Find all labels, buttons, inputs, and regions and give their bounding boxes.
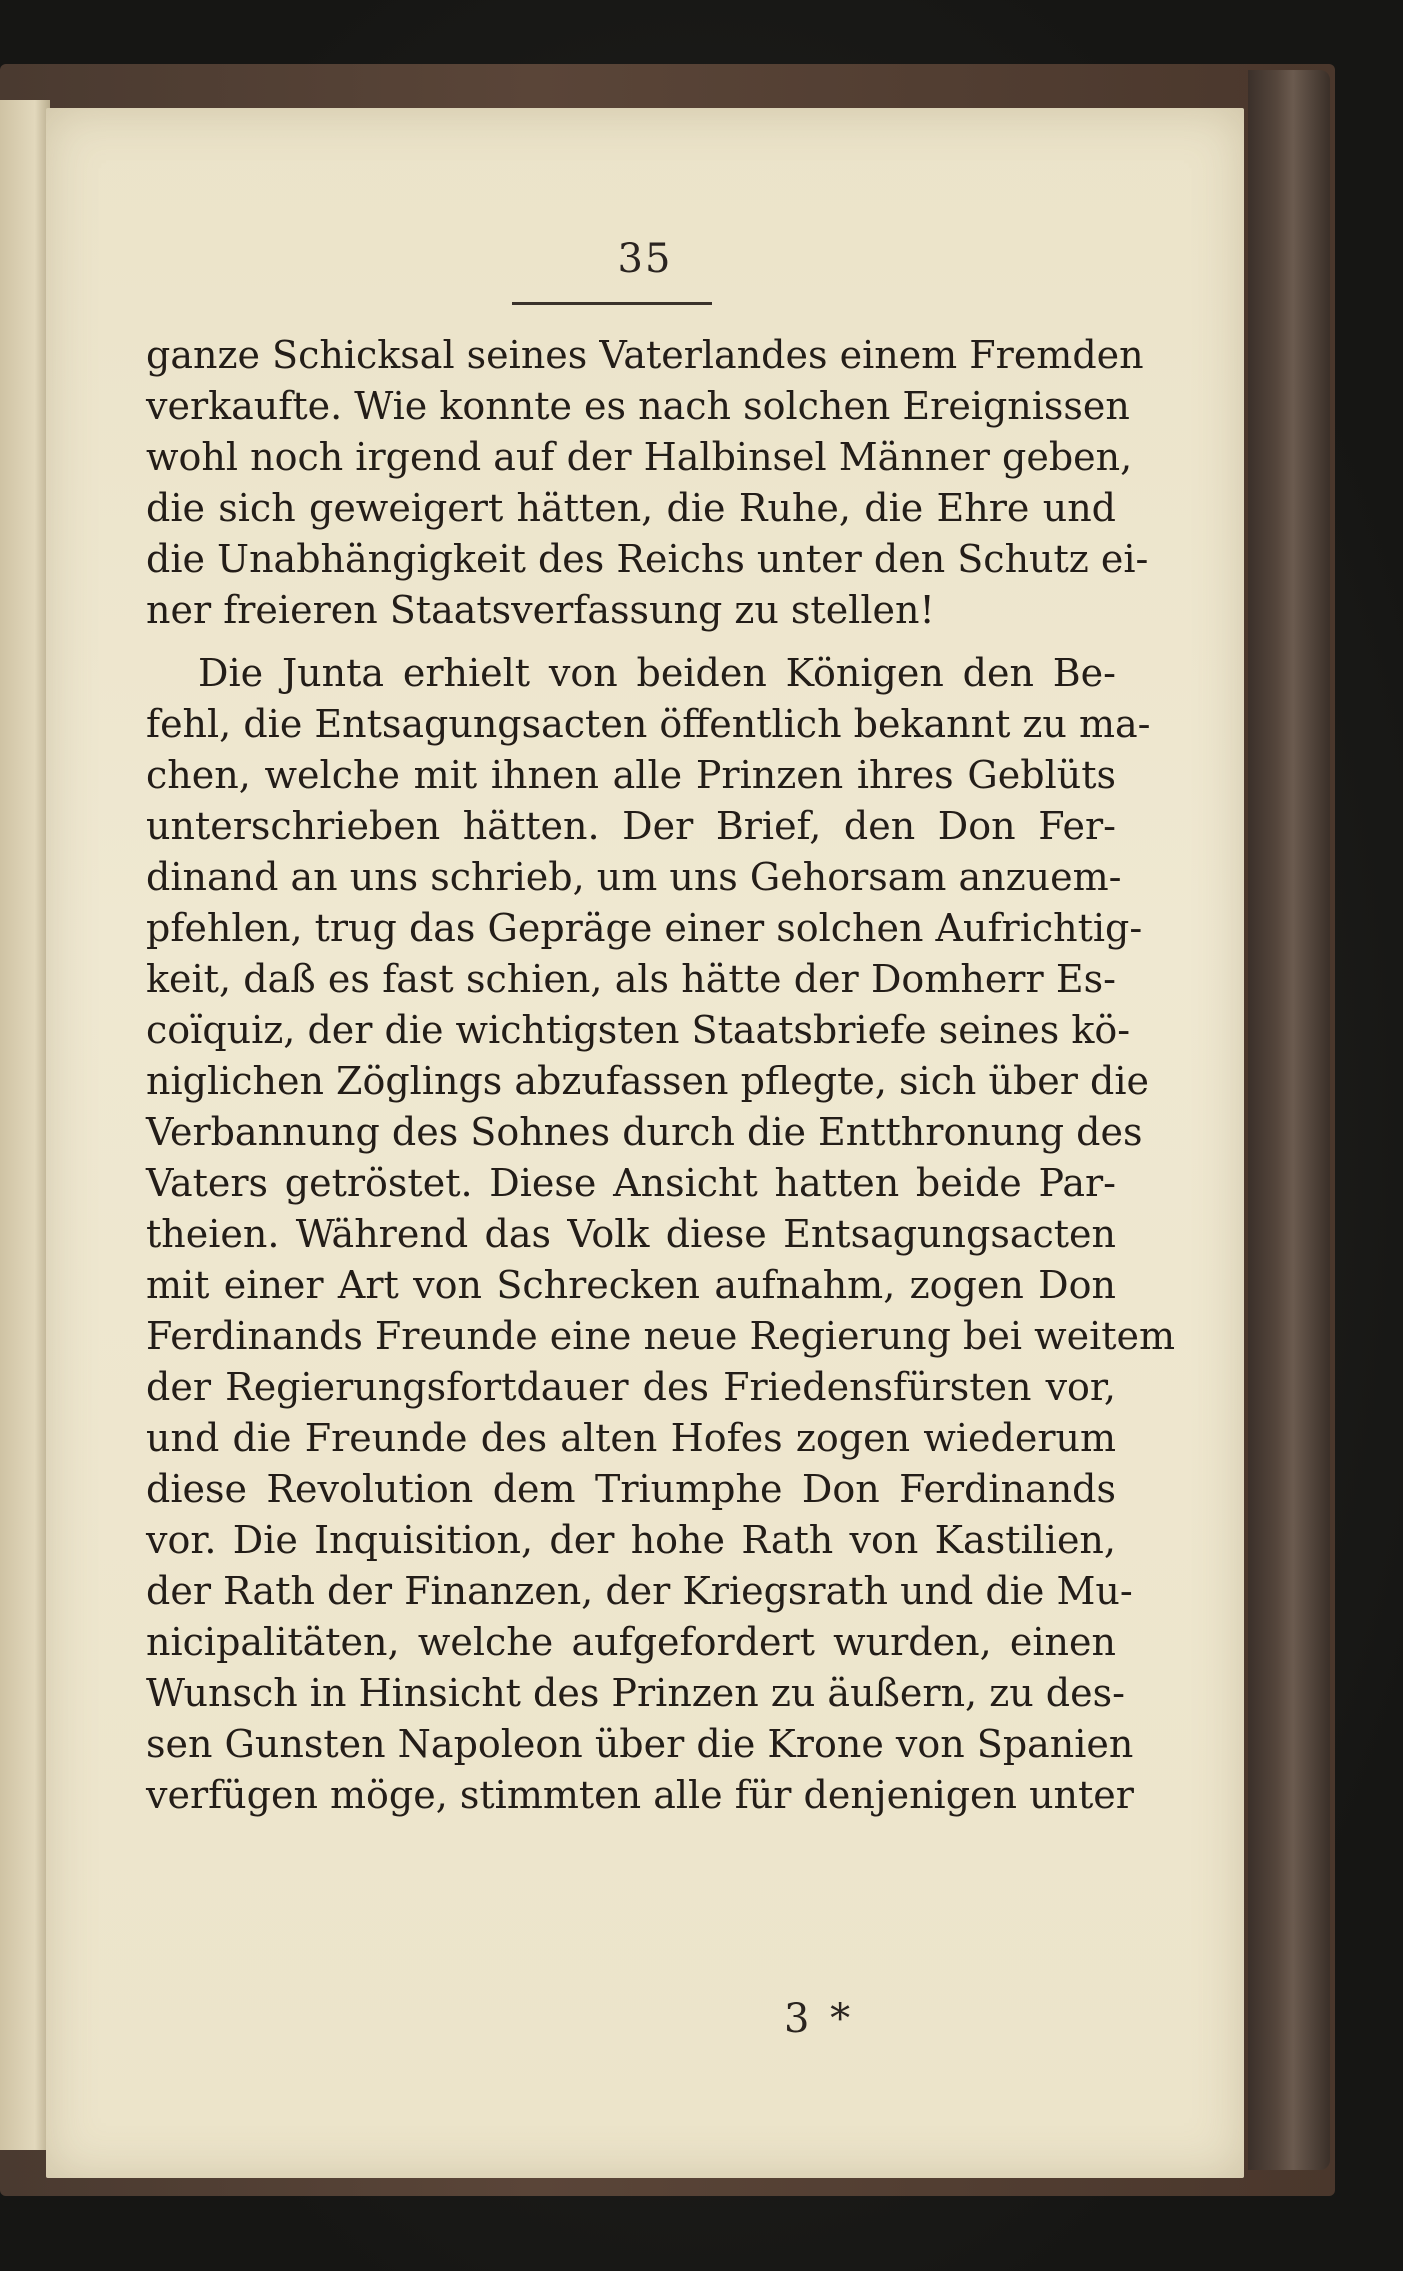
text-line: pfehlen, trug das Gepräge einer solchen Aufrichtig- — [146, 906, 1143, 950]
text-line: unterschrieben hätten. Der Brief, den Don Fer- — [146, 804, 1116, 848]
header-rule — [512, 302, 712, 305]
text-line: fehl, die Entsagungsacten öffentlich bekannt zu ma- — [146, 702, 1151, 746]
text-line: chen, welche mit ihnen alle Prinzen ihres Geblüts — [146, 753, 1116, 797]
text-line: Die Junta erhielt von beiden Königen den Be- — [198, 651, 1116, 695]
text-line: verkaufte. Wie konnte es nach solchen Ereignissen — [146, 384, 1130, 428]
text-line: coïquiz, der die wichtigsten Staatsbriefe seines kö- — [146, 1008, 1131, 1052]
text-line: und die Freunde des alten Hofes zogen wiederum — [146, 1416, 1116, 1460]
book-page — [46, 108, 1244, 2178]
text-line: die Unabhängigkeit des Reichs unter den Schutz ei- — [146, 537, 1149, 581]
text-line: ner freieren Staatsverfassung zu stellen! — [146, 588, 935, 632]
page-number: 35 — [617, 236, 673, 282]
facing-page-edge — [0, 100, 50, 2150]
text-line: keit, daß es fast schien, als hätte der Domherr Es- — [146, 957, 1116, 1001]
text-line: ganze Schicksal seines Vaterlandes einem Fremden — [146, 333, 1144, 377]
text-line: sen Gunsten Napoleon über die Krone von Spanien — [146, 1722, 1134, 1766]
text-line: verfügen möge, stimmten alle für denjenigen unter — [146, 1773, 1134, 1817]
text-line: Wunsch in Hinsicht des Prinzen zu äußern, zu des- — [146, 1671, 1125, 1715]
text-line: niglichen Zöglings abzufassen pflegte, sich über die — [146, 1059, 1149, 1103]
paragraph-gap — [146, 636, 1116, 648]
paragraph-1 — [146, 330, 1149, 636]
body-text — [146, 330, 1176, 1821]
book-spine — [1248, 70, 1330, 2170]
text-line: vor. Die Inquisition, der hohe Rath von Kastilien, — [146, 1518, 1116, 1562]
text-line: der Rath der Finanzen, der Kriegsrath und die Mu- — [146, 1569, 1133, 1613]
text-line: der Regierungsfortdauer des Friedensfürsten vor, — [146, 1365, 1116, 1409]
text-line: mit einer Art von Schrecken aufnahm, zogen Don — [146, 1263, 1116, 1307]
text-line: dinand an uns schrieb, um uns Gehorsam anzuem- — [146, 855, 1122, 899]
text-line: nicipalitäten, welche aufgefordert wurden, einen — [146, 1620, 1116, 1664]
signature-mark: 3 * — [784, 1996, 855, 2042]
text-line: diese Revolution dem Triumphe Don Ferdinands — [146, 1467, 1116, 1511]
text-line: Ferdinands Freunde eine neue Regierung bei weitem — [146, 1314, 1176, 1358]
text-line: Verbannung des Sohnes durch die Entthronung des — [146, 1110, 1143, 1154]
paragraph-2 — [146, 648, 1176, 1821]
text-line: theien. Während das Volk diese Entsagungsacten — [146, 1212, 1116, 1256]
text-line: wohl noch irgend auf der Halbinsel Männer geben, — [146, 435, 1133, 479]
text-line: Vaters getröstet. Diese Ansicht hatten beide Par- — [146, 1161, 1116, 1205]
text-line: die sich geweigert hätten, die Ruhe, die Ehre und — [146, 486, 1116, 530]
